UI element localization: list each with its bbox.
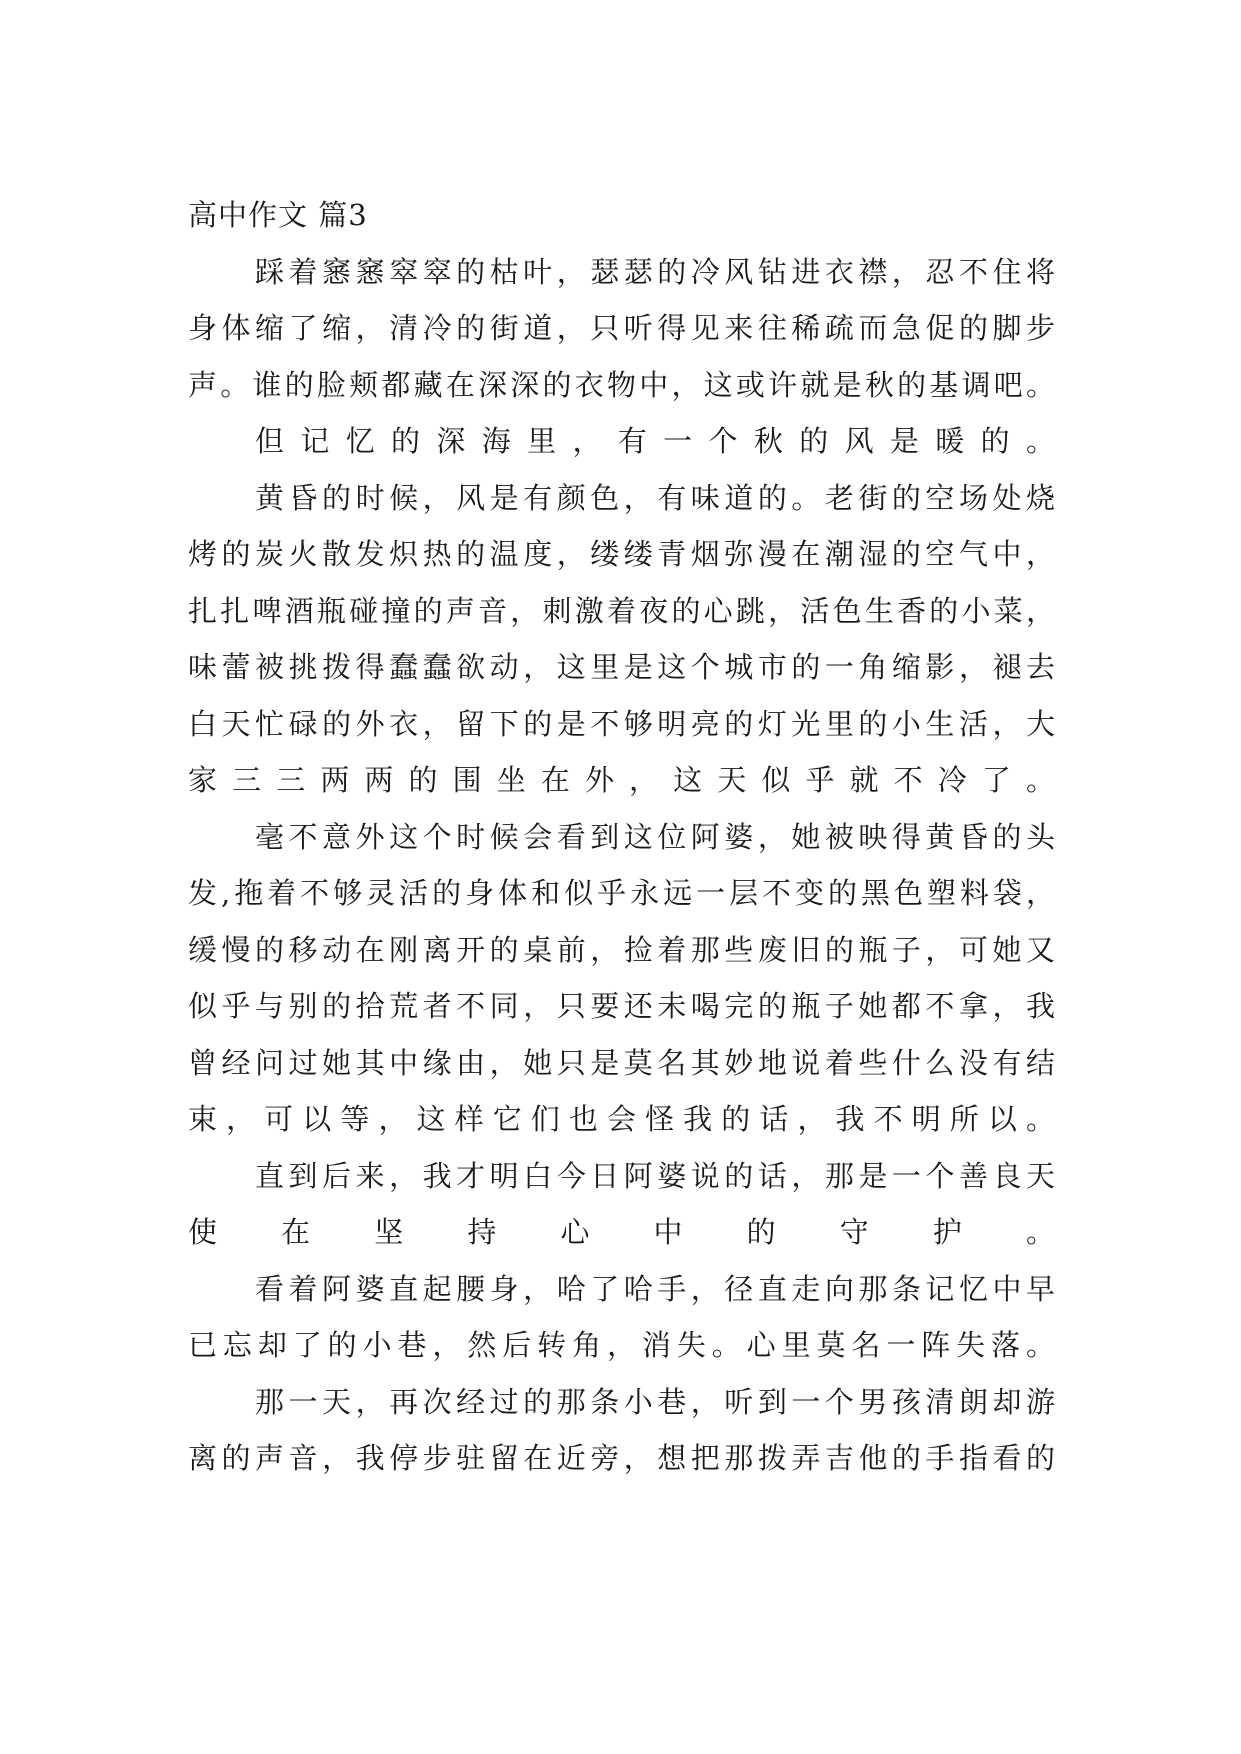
text-line: 直到后来，我才明白今日阿婆说的话，那是一个善良天: [255, 1158, 1055, 1193]
paragraph: [188, 1148, 1055, 1261]
text-line: 家三三两两的围坐在外，这天似乎就不冷了。: [188, 763, 1055, 797]
paragraph: [188, 470, 1055, 809]
text-line: 已忘却了的小巷，然后转角，消失。心里莫名一阵失落。: [188, 1328, 1055, 1362]
text-line: 味蕾被挑拨得蠢蠢欲动，这里是这个城市的一角缩影，褪去: [188, 650, 1055, 684]
text-line: 发,拖着不够灵活的身体和似乎永远一层不变的黑色塑料袋，: [188, 876, 1055, 910]
text-line: 烤的炭火散发炽热的温度，缕缕青烟弥漫在潮湿的空气中，: [188, 537, 1055, 571]
paragraph: [188, 244, 1055, 414]
text-line: 那一天，再次经过的那条小巷，听到一个男孩清朗却游: [255, 1384, 1055, 1419]
text-line: 使在坚持心中的守护。: [188, 1215, 1055, 1249]
text-line: 黄昏的时候，风是有颜色，有味道的。老街的空场处烧: [255, 480, 1055, 515]
text-line: 束，可以等，这样它们也会怪我的话，我不明所以。: [188, 1102, 1055, 1136]
text-line: 曾经问过她其中缘由，她只是莫名其妙地说着些什么没有结: [188, 1045, 1055, 1080]
document-page: [188, 187, 1055, 1487]
paragraph: [188, 809, 1055, 1148]
paragraph: [188, 1374, 1055, 1487]
text-line: 扎扎啤酒瓶碰撞的声音，刺激着夜的心跳，活色生香的小菜，: [188, 593, 1055, 628]
text-line: 但记忆的深海里，有一个秋的风是暖的。: [255, 424, 1055, 458]
text-line: 缓慢的移动在刚离开的桌前，捡着那些废旧的瓶子，可她又: [188, 932, 1055, 967]
text-line: 看着阿婆直起腰身，哈了哈手，径直走向那条记忆中早: [255, 1271, 1055, 1306]
text-line: 离的声音，我停步驻留在近旁，想把那拨弄吉他的手指看的: [188, 1441, 1055, 1475]
paragraph: [188, 1261, 1055, 1374]
text-line: 踩着窸窸窣窣的枯叶，瑟瑟的冷风钻进衣襟，忍不住将: [255, 254, 1055, 289]
document-body: [188, 244, 1055, 1487]
text-line: 身体缩了缩，清冷的街道，只听得见来往稀疏而急促的脚步: [188, 311, 1055, 345]
document-title: 高中作文 篇3: [188, 198, 368, 232]
text-line: 白天忙碌的外衣，留下的是不够明亮的灯光里的小生活，大: [188, 706, 1055, 741]
paragraph: [188, 413, 1055, 470]
text-line: 声。谁的脸颊都藏在深深的衣物中，这或许就是秋的基调吧。: [188, 367, 1055, 402]
text-line: 毫不意外这个时候会看到这位阿婆，她被映得黄昏的头: [255, 819, 1055, 854]
text-line: 似乎与别的拾荒者不同，只要还未喝完的瓶子她都不拿，我: [188, 989, 1055, 1023]
